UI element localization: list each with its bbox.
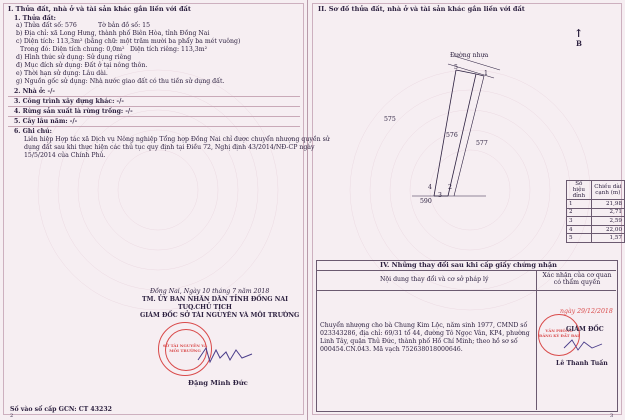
signature-2	[562, 336, 606, 354]
confirm-signer: Lê Thanh Tuấn	[556, 360, 608, 367]
north-label: B	[576, 39, 582, 48]
vertex-label: 5	[454, 64, 458, 71]
neighbor-edge	[454, 76, 484, 196]
parcel-577-label: 577	[476, 140, 488, 147]
section1-title: I. Thửa đất, nhà ở và tài sản khác gắn liền với đất	[8, 5, 191, 13]
certificate-register-number: Số vào sổ cấp GCN: CT 43232	[10, 406, 112, 413]
change-line: Linh Tây, quận Thủ Đức, thành phố Hồ Chí Minh; theo hồ sơ số	[320, 338, 518, 345]
section4-title: IV. Những thay đổi sau khi cấp giấy chứng nhận	[380, 261, 557, 269]
map-sheet-number: Tờ bản đồ số: 15	[98, 22, 151, 29]
table-row: 4 22,00	[567, 225, 625, 234]
change-line: 023343286, địa chỉ: 69/31 tổ 44, đường Tô Ngọc Vân, KP4, phường	[320, 330, 530, 337]
section2-title: II. Sơ đồ thửa đất, nhà ở và tài sản khác gắn liền với đất	[318, 5, 525, 13]
usage-form: d) Hình thức sử dụng: Sử dụng riêng	[16, 54, 132, 61]
land-area: c) Diện tích: 113,3m² (bằng chữ: một trăm mười ba phẩy ba mét vuông)	[16, 38, 241, 45]
length-column-header: Chiều dài cạnh (m)	[591, 181, 624, 200]
usage-purpose: đ) Mục đích sử dụng: Đất ở tại nông thôn.	[16, 62, 148, 69]
vertex-label: 1	[484, 70, 488, 77]
column-divider	[536, 270, 537, 410]
parcel-576-label: 576	[446, 132, 458, 139]
change-line: Chuyển nhượng cho bà Chung Kim Lộc, năm sinh 1977, CMND số	[320, 322, 528, 329]
house-field: 2. Nhà ở: -/-	[14, 88, 55, 95]
sign-organization: TM. ỦY BAN NHÂN DÂN TỈNH ĐỒNG NAI	[142, 296, 289, 303]
signature-1	[196, 344, 256, 366]
confirm-org: GIÁM ĐỐC	[566, 326, 604, 333]
vertex-label: 2	[448, 184, 452, 191]
sign-date: Đồng Nai, Ngày 10 tháng 7 năm 2018	[150, 288, 270, 295]
seal-text: VĂN PHÒNG ĐĂNG KÝ ĐẤT ĐAI	[539, 328, 579, 338]
vertex-label: 3	[438, 192, 442, 199]
notes-title: 6. Ghi chú:	[14, 128, 52, 135]
usage-term: e) Thời hạn sử dụng: Lâu dài.	[16, 70, 108, 77]
changes-column-header: Nội dung thay đổi và cơ sở pháp lý	[380, 276, 489, 283]
divider	[316, 270, 616, 271]
signer-name: Đặng Minh Đức	[188, 379, 248, 387]
divider	[8, 116, 300, 117]
divider	[8, 106, 300, 107]
divider	[8, 126, 300, 127]
notes-line: Liên hiệp Hợp tác xã Dịch vụ Nông nghiệp Tổng hợp Đồng Nai chỉ được chuyển nhượng quyền sử	[24, 136, 330, 143]
forest-field: 4. Rừng sản xuất là rừng trồng: -/-	[14, 108, 133, 115]
edge-length-table	[566, 180, 625, 243]
table-row: 3 2,59	[567, 217, 625, 226]
perennial-field: 5. Cây lâu năm: -/-	[14, 118, 78, 125]
north-arrow-icon: ↑	[574, 27, 584, 40]
parcel-575-label: 575	[384, 116, 396, 123]
vertex-column-header: Số hiệu đỉnh	[567, 181, 592, 200]
parcel-590-label: 590	[420, 198, 432, 205]
page-number-left: 2	[10, 413, 14, 419]
table-row: 1 21,98	[567, 200, 625, 209]
confirm-column-header: Xác nhận của cơ quan có thẩm quyền	[542, 272, 612, 286]
vertex-label: 4	[428, 184, 432, 191]
shared-area: Trong đó: Diện tích chung: 0,0m²	[20, 46, 125, 53]
change-line: 000454.CN.043. Mã vạch 752638018000646.	[320, 346, 463, 353]
divider	[316, 290, 616, 291]
divider	[8, 96, 300, 97]
seal-text: SỞ TÀI NGUYÊN VÀ MÔI TRƯỜNG	[162, 343, 208, 353]
private-area: Diện tích riêng: 113,3m²	[130, 46, 208, 53]
usage-origin: g) Nguồn gốc sử dụng: Nhà nước giao đất có thu tiền sử dụng đất.	[16, 78, 225, 85]
sign-role-director: GIÁM ĐỐC SỞ TÀI NGUYÊN VÀ MÔI TRƯỜNG	[140, 312, 300, 319]
confirm-date: ngày 29/12/2018	[560, 308, 613, 315]
sign-role-deputy: TUQ.CHỦ TỊCH	[178, 304, 232, 311]
land-address: b) Địa chỉ: xã Long Hưng, thành phố Biên Hòa, tỉnh Đồng Nai	[16, 30, 210, 37]
notes-line: dụng đất sau khi thực hiện các thủ tục quy định tại Điều 72, Nghị định 43/2014/NĐ-CP ngày	[24, 144, 315, 151]
notes-line: 15/5/2014 của Chính Phủ.	[24, 152, 106, 159]
page-number-right: 3	[610, 413, 614, 419]
construction-field: 3. Công trình xây dựng khác: -/-	[14, 98, 124, 105]
table-row: 2 2,71	[567, 208, 625, 217]
land-heading: 1. Thửa đất:	[14, 15, 56, 22]
road-label: Đường nhựa	[450, 52, 489, 59]
center-fold	[307, 0, 308, 420]
parcel-number: a) Thửa đất số: 576	[16, 22, 77, 29]
table-row: 5 1,57	[567, 234, 625, 243]
parcel-edge	[456, 70, 476, 74]
